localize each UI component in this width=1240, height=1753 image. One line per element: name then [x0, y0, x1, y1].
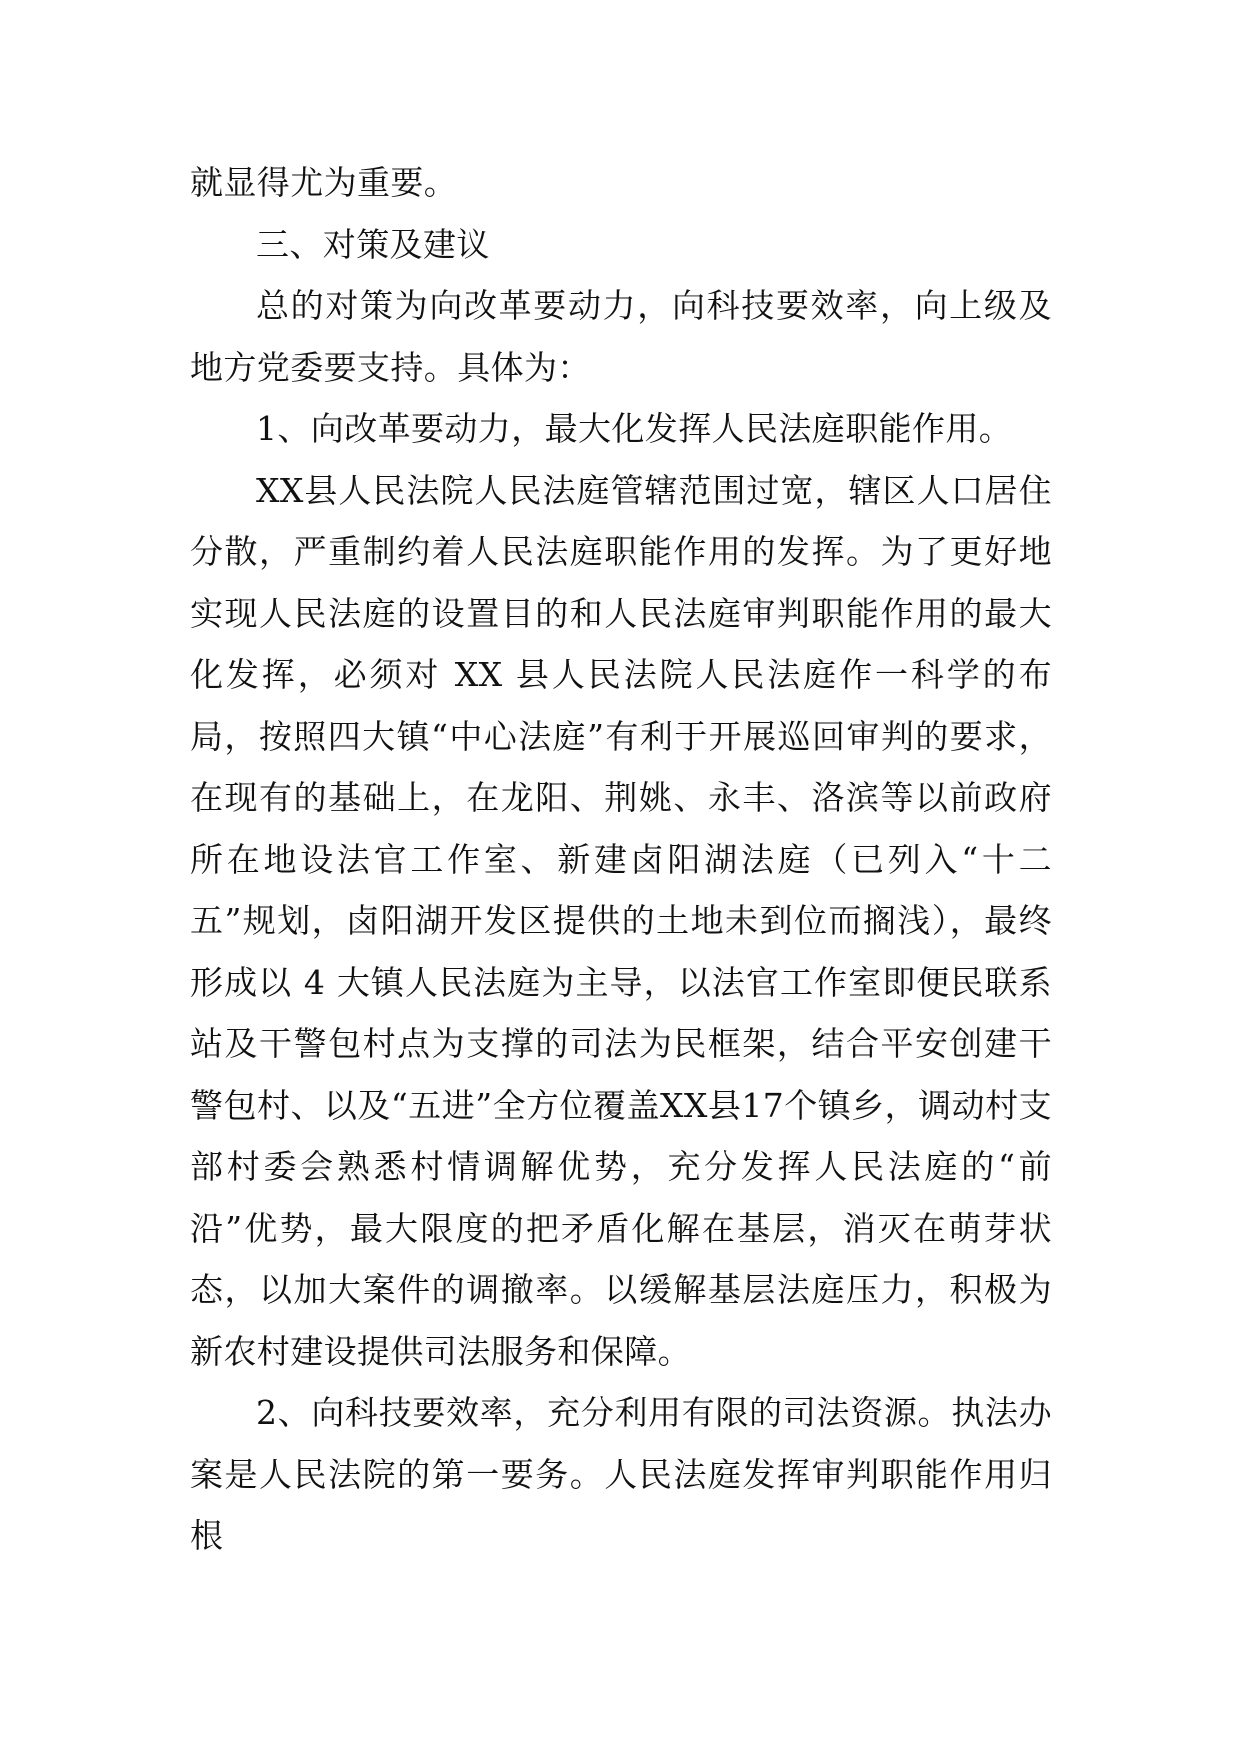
- section-heading: 三、对策及建议: [256, 224, 490, 264]
- paragraph-technology: 2、向科技要效率，充分利用有限的司法资源。执法办案是人民法院的第一要务。人民法庭发挥审判职能作用归根: [190, 1393, 1052, 1555]
- paragraph-continuation: 就显得尤为重要。: [190, 163, 458, 202]
- subheading-reform: 1、向改革要动力，最大化发挥人民法庭职能作用。: [256, 409, 1013, 448]
- paragraph-overview: 总的对策为向改革要动力，向科技要效率，向上级及地方党委要支持。具体为：: [190, 286, 1052, 387]
- document-body: [190, 152, 1052, 1567]
- paragraph-reform-detail: XX县人民法院人民法庭管辖范围过宽，辖区人口居住分散，严重制约着人民法庭职能作用的发挥。为了更好地实现人民法庭的设置目的和人民法庭审判职能作用的最大化发挥，必须对 XX 县人民法院人民法庭作一科学的布局，按照四大镇“中心法庭”有利于开展巡回审判的要求，在现有的基础上，在龙阳、荆姚、永丰、洛滨等以前政府所在地设法官工作室、新建卤阳湖法庭（已列入“十二五”规划，卤阳湖开发区提供的土地未到位而搁浅），最终形成以 4 大镇人民法庭为主导，以法官工作室即便民联系站及干警包村点为支撑的司法为民框架，结合平安创建干警包村、以及“五进”全方位覆盖XX县17个镇乡，调动村支部村委会熟悉村情调解优势，充分发挥人民法庭的“前沿”优势，最大限度的把矛盾化解在基层，消灭在萌芽状态，以加大案件的调撤率。以缓解基层法庭压力，积极为新农村建设提供司法服务和保障。: [190, 470, 1052, 1371]
